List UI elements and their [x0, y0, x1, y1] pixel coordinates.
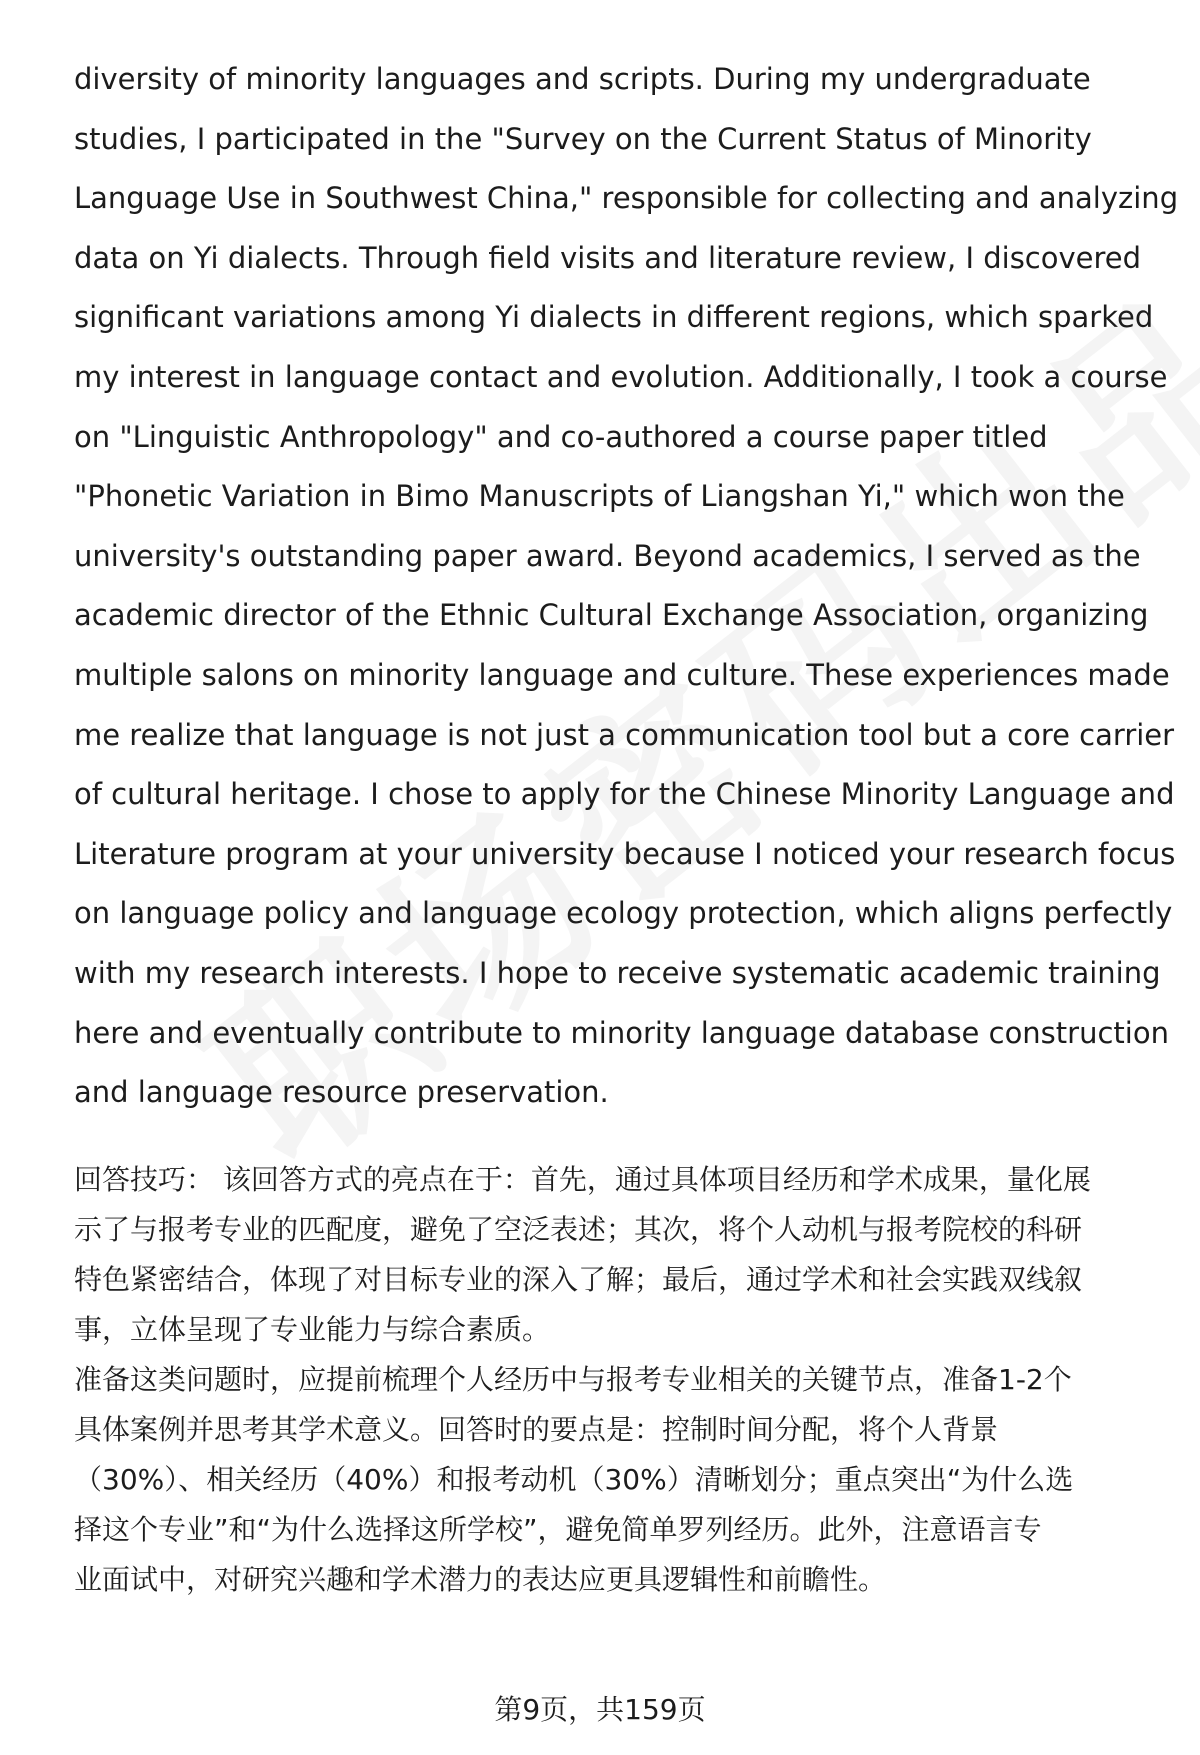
paragraph-line: diversity of minority languages and scripts. During my undergraduate: [74, 62, 1091, 96]
tips-line: 事，立体呈现了专业能力与综合素质。: [74, 1313, 551, 1346]
tips-line: 准备这类问题时，应提前梳理个人经历中与报考专业相关的关键节点，准备1-2个: [74, 1363, 1072, 1396]
paragraph-line: significant variations among Yi dialects in different regions, which sparked: [74, 300, 1154, 335]
paragraph-line: my interest in language contact and evolution. Additionally, I took a course: [74, 359, 1168, 394]
paragraph-line: Language Use in Southwest China," responsible for collecting and analyzing: [74, 181, 1179, 216]
paragraph-line: of cultural heritage. I chose to apply for the Chinese Minority Language and: [74, 777, 1175, 812]
paragraph-line: data on Yi dialects. Through field visits and literature review, I discovered: [74, 240, 1142, 275]
tips-line: 具体案例并思考其学术意义。回答时的要点是：控制时间分配，将个人背景: [74, 1413, 999, 1446]
paragraph-line: university's outstanding paper award. Beyond academics, I served as the: [74, 538, 1141, 573]
answer-tips-section: [74, 1155, 1154, 1605]
paragraph-line: studies, I participated in the "Survey on the Current Status of Minority: [74, 121, 1092, 156]
tips-line: 择这个专业”和“为什么选择这所学校”，避免简单罗列经历。此外，注意语言专: [74, 1513, 1042, 1546]
paragraph-line: and language resource preservation.: [74, 1075, 609, 1110]
paragraph-line: me realize that language is not just a communication tool but a core carrier: [74, 717, 1175, 752]
paragraph-line: "Phonetic Variation in Bimo Manuscripts of Liangshan Yi," which won the: [74, 479, 1125, 514]
tips-line: 回答技巧： 该回答方式的亮点在于：首先，通过具体项目经历和学术成果，量化展: [74, 1163, 1091, 1196]
paragraph-line: here and eventually contribute to minority language database construction: [74, 1015, 1169, 1050]
english-paragraph: [74, 50, 1179, 1123]
tips-line: 示了与报考专业的匹配度，避免了空泛表述；其次，将个人动机与报考院校的科研: [74, 1213, 1083, 1246]
paragraph-line: on "Linguistic Anthropology" and co-authored a course paper titled: [74, 419, 1048, 454]
paragraph-line: with my research interests. I hope to receive systematic academic training: [74, 955, 1161, 990]
tips-line: （30%）、相关经历（40%）和报考动机（30%）清晰划分；重点突出“为什么选: [74, 1463, 1074, 1496]
paragraph-line: academic director of the Ethnic Cultural Exchange Association, organizing: [74, 598, 1149, 633]
page-number: 第9页，共159页: [494, 1693, 706, 1726]
paragraph-line: Literature program at your university because I noticed your research focus: [74, 836, 1176, 871]
tips-line: 业面试中，对研究兴趣和学术潜力的表达应更具逻辑性和前瞻性。: [74, 1563, 887, 1596]
tips-line: 特色紧密结合，体现了对目标专业的深入了解；最后，通过学术和社会实践双线叙: [74, 1263, 1083, 1296]
paragraph-line: on language policy and language ecology protection, which aligns perfectly: [74, 896, 1173, 931]
paragraph-line: multiple salons on minority language and culture. These experiences made: [74, 657, 1170, 692]
